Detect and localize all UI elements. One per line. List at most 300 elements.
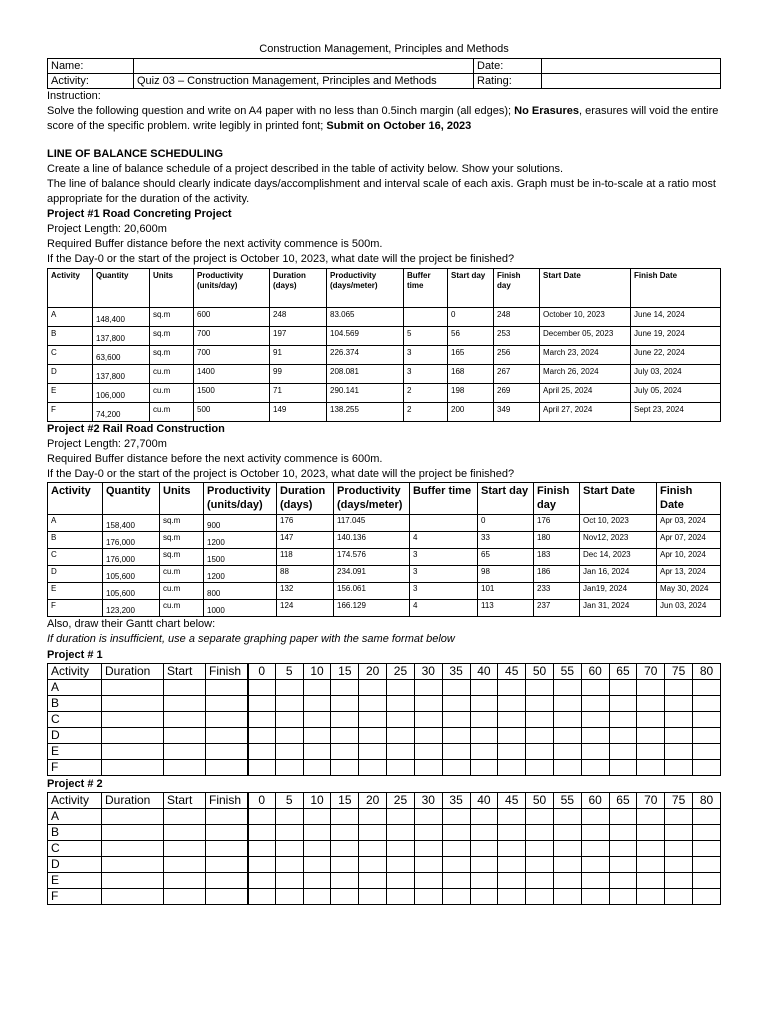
gantt-cell <box>414 873 442 889</box>
gantt-cell <box>442 857 470 873</box>
gantt-cell <box>553 809 581 825</box>
project2-buffer: Required Buffer distance before the next activity commence is 600m. <box>47 453 383 465</box>
column-header: Start Date <box>580 483 657 515</box>
gantt-cell <box>331 744 359 760</box>
table-cell: 165 <box>448 346 494 365</box>
gantt-cell <box>470 889 498 905</box>
gantt-row <box>48 825 721 841</box>
gantt-tick: 65 <box>609 664 637 680</box>
column-header: Units <box>150 269 194 308</box>
section-paragraph-1: Create a line of balance schedule of a project described in the table of activity below. Show your solutions. <box>47 163 564 175</box>
gantt-cell <box>498 841 526 857</box>
table-cell: 132 <box>277 583 334 600</box>
project2-length: Project Length: 27,700m <box>47 438 167 450</box>
gantt1-table <box>47 663 721 776</box>
gantt-activity-label: E <box>48 873 102 889</box>
gantt-cell <box>414 760 442 776</box>
gantt-cell <box>164 696 206 712</box>
table-cell: Jun 03, 2024 <box>657 600 721 617</box>
table-cell: 113 <box>478 600 534 617</box>
gantt-cell <box>331 825 359 841</box>
gantt-tick: 0 <box>248 664 276 680</box>
table-cell: 105,600 <box>103 566 160 583</box>
project1-buffer: Required Buffer distance before the next activity commence is 500m. <box>47 238 383 250</box>
table-cell: 208.081 <box>327 365 404 384</box>
gantt-cell <box>581 728 609 744</box>
column-header: Finish day <box>494 269 540 308</box>
table-cell: 0 <box>448 308 494 327</box>
gantt-row <box>48 889 721 905</box>
gantt-cell <box>442 873 470 889</box>
gantt-cell <box>470 825 498 841</box>
project1-question: If the Day-0 or the start of the project is October 10, 2023, what date will the project be finished? <box>47 253 515 265</box>
gantt-tick: 80 <box>693 793 721 809</box>
gantt-cell <box>526 841 554 857</box>
table-cell: June 14, 2024 <box>631 308 721 327</box>
gantt-cell <box>442 809 470 825</box>
table-cell: 349 <box>494 403 540 422</box>
gantt-cell <box>164 841 206 857</box>
gantt-cell <box>275 712 303 728</box>
table-cell: 168 <box>448 365 494 384</box>
gantt-tick: 20 <box>359 664 387 680</box>
gantt-cell <box>206 841 248 857</box>
table-cell: 149 <box>270 403 327 422</box>
activity-label: Activity: <box>48 74 134 89</box>
gantt-cell <box>331 857 359 873</box>
gantt-cell <box>470 728 498 744</box>
table-cell: Jan 31, 2024 <box>580 600 657 617</box>
gantt-tick: 40 <box>470 793 498 809</box>
gantt-cell <box>359 680 387 696</box>
gantt-header: Duration <box>102 664 164 680</box>
gantt-cell <box>387 712 415 728</box>
table-cell: 0 <box>478 515 534 532</box>
gantt2-title: Project # 2 <box>47 778 103 790</box>
table-cell: 166.129 <box>334 600 410 617</box>
gantt-cell <box>359 873 387 889</box>
section-paragraph-2: The line of balance should clearly indicate days/accomplishment and interval scale of each axis. Graph must be in-to-scale at a ratio most appropriate for the duration of the activity. <box>47 178 716 205</box>
project1-activity-table <box>47 268 721 422</box>
gantt-cell <box>442 696 470 712</box>
name-label: Name: <box>48 59 134 74</box>
gantt-cell <box>665 728 693 744</box>
gantt-cell <box>102 889 164 905</box>
gantt-cell <box>164 889 206 905</box>
column-header: Productivity (days/meter) <box>327 269 404 308</box>
gantt-cell <box>414 680 442 696</box>
table-cell: F <box>48 600 103 617</box>
gantt-cell <box>665 744 693 760</box>
gantt-cell <box>102 841 164 857</box>
table-cell: 269 <box>494 384 540 403</box>
column-header: Productivity (days/meter) <box>334 483 410 515</box>
table-cell: F <box>48 403 93 422</box>
table-cell: 137,800 <box>93 327 150 346</box>
gantt-cell <box>637 889 665 905</box>
gantt-cell <box>206 712 248 728</box>
table-row <box>48 583 721 600</box>
gantt-cell <box>206 825 248 841</box>
gantt-cell <box>442 825 470 841</box>
table-cell: 106,000 <box>93 384 150 403</box>
gantt-cell <box>553 825 581 841</box>
table-cell: cu.m <box>150 365 194 384</box>
gantt-cell <box>248 889 276 905</box>
table-cell: 253 <box>494 327 540 346</box>
gantt-cell <box>637 680 665 696</box>
table-cell: 137,800 <box>93 365 150 384</box>
table-cell: sq.m <box>160 549 204 566</box>
gantt-cell <box>470 809 498 825</box>
instruction-text <box>47 104 721 134</box>
table-cell: 180 <box>534 532 580 549</box>
table-cell: Apr 13, 2024 <box>657 566 721 583</box>
gantt-tick: 40 <box>470 664 498 680</box>
gantt-cell <box>609 760 637 776</box>
gantt2-table <box>47 792 721 905</box>
gantt-cell <box>553 744 581 760</box>
table-cell: 1200 <box>204 532 277 549</box>
table-cell: April 25, 2024 <box>540 384 631 403</box>
gantt-tick: 0 <box>248 793 276 809</box>
gantt-cell <box>414 841 442 857</box>
gantt-cell <box>637 712 665 728</box>
gantt-cell <box>303 728 331 744</box>
gantt-intro: Also, draw their Gantt chart below: <box>47 618 216 630</box>
gantt-cell <box>526 696 554 712</box>
gantt-cell <box>359 857 387 873</box>
gantt-cell <box>164 873 206 889</box>
gantt-cell <box>102 809 164 825</box>
gantt-activity-label: E <box>48 744 102 760</box>
table-cell: 105,600 <box>103 583 160 600</box>
gantt-cell <box>553 680 581 696</box>
gantt-cell <box>275 857 303 873</box>
table-row <box>48 384 721 403</box>
gantt-tick: 35 <box>442 664 470 680</box>
gantt-cell <box>359 825 387 841</box>
gantt-cell <box>248 680 276 696</box>
gantt-tick: 75 <box>665 664 693 680</box>
gantt-cell <box>248 809 276 825</box>
gantt-cell <box>665 680 693 696</box>
gantt-cell <box>164 728 206 744</box>
gantt-cell <box>331 696 359 712</box>
gantt-header: Start <box>164 793 206 809</box>
table-cell: 1500 <box>204 549 277 566</box>
gantt-cell <box>470 680 498 696</box>
table-cell: 256 <box>494 346 540 365</box>
gantt-activity-label: D <box>48 728 102 744</box>
table-cell: 74,200 <box>93 403 150 422</box>
table-cell: June 22, 2024 <box>631 346 721 365</box>
gantt-cell <box>498 825 526 841</box>
gantt-cell <box>303 712 331 728</box>
column-header: Start Date <box>540 269 631 308</box>
gantt-cell <box>609 841 637 857</box>
table-cell: 2 <box>404 403 448 422</box>
table-cell: 83.065 <box>327 308 404 327</box>
table-cell: 3 <box>410 566 478 583</box>
table-cell: cu.m <box>160 583 204 600</box>
gantt-cell <box>414 809 442 825</box>
table-cell: July 03, 2024 <box>631 365 721 384</box>
table-cell: sq.m <box>150 327 194 346</box>
gantt-cell <box>275 809 303 825</box>
gantt-cell <box>442 841 470 857</box>
gantt-header: Finish <box>206 793 248 809</box>
gantt-cell <box>637 728 665 744</box>
document-page <box>47 42 721 905</box>
table-cell: 88 <box>277 566 334 583</box>
gantt-cell <box>102 712 164 728</box>
gantt-cell <box>609 825 637 841</box>
gantt-cell <box>359 760 387 776</box>
table-cell: October 10, 2023 <box>540 308 631 327</box>
gantt-cell <box>526 680 554 696</box>
gantt-cell <box>553 873 581 889</box>
gantt-tick: 70 <box>637 793 665 809</box>
gantt-cell <box>303 857 331 873</box>
gantt-cell <box>693 809 721 825</box>
gantt-cell <box>665 841 693 857</box>
column-header: Activity <box>48 483 103 515</box>
table-cell: 290.141 <box>327 384 404 403</box>
table-cell: 233 <box>534 583 580 600</box>
gantt-cell <box>102 744 164 760</box>
name-field <box>134 59 474 74</box>
table-cell: B <box>48 327 93 346</box>
gantt-cell <box>387 760 415 776</box>
table-row <box>48 532 721 549</box>
table-row <box>48 327 721 346</box>
column-header: Quantity <box>93 269 150 308</box>
table-cell: 123,200 <box>103 600 160 617</box>
gantt-header: Duration <box>102 793 164 809</box>
table-cell: A <box>48 308 93 327</box>
table-cell: D <box>48 566 103 583</box>
gantt-cell <box>526 760 554 776</box>
gantt-cell <box>303 680 331 696</box>
gantt-cell <box>637 825 665 841</box>
gantt-tick: 20 <box>359 793 387 809</box>
gantt-cell <box>248 712 276 728</box>
table-cell: 63,600 <box>93 346 150 365</box>
project2-activity-table <box>47 482 721 617</box>
gantt-cell <box>498 873 526 889</box>
project2-question: If the Day-0 or the start of the project is October 10, 2023, what date will the project be finished? <box>47 468 515 480</box>
gantt-cell <box>359 889 387 905</box>
gantt-row <box>48 760 721 776</box>
gantt-cell <box>414 825 442 841</box>
table-row <box>48 308 721 327</box>
gantt-cell <box>359 809 387 825</box>
gantt-tick: 30 <box>414 793 442 809</box>
instruction-no-erasures: No Erasures <box>514 105 579 117</box>
gantt-cell <box>637 696 665 712</box>
gantt-activity-label: B <box>48 696 102 712</box>
table-cell: B <box>48 532 103 549</box>
gantt1-title: Project # 1 <box>47 649 103 661</box>
gantt-activity-label: D <box>48 857 102 873</box>
gantt-row <box>48 809 721 825</box>
table-cell: July 05, 2024 <box>631 384 721 403</box>
table-row <box>48 515 721 532</box>
column-header: Quantity <box>103 483 160 515</box>
table-cell: 183 <box>534 549 580 566</box>
gantt-cell <box>387 889 415 905</box>
table-row <box>48 403 721 422</box>
section-title: LINE OF BALANCE SCHEDULING <box>47 148 223 160</box>
table-cell: 156.061 <box>334 583 410 600</box>
gantt-tick: 10 <box>303 793 331 809</box>
column-header: Activity <box>48 269 93 308</box>
gantt-cell <box>498 744 526 760</box>
gantt-cell <box>693 696 721 712</box>
gantt-cell <box>581 680 609 696</box>
gantt-cell <box>526 873 554 889</box>
gantt-cell <box>387 825 415 841</box>
table-row <box>48 600 721 617</box>
table-cell: Jan19, 2024 <box>580 583 657 600</box>
column-header: Finish day <box>534 483 580 515</box>
table-cell: March 26, 2024 <box>540 365 631 384</box>
table-cell: April 27, 2024 <box>540 403 631 422</box>
gantt-cell <box>331 809 359 825</box>
gantt-cell <box>248 857 276 873</box>
gantt-activity-label: F <box>48 889 102 905</box>
gantt-row <box>48 680 721 696</box>
column-header: Productivity (units/day) <box>204 483 277 515</box>
gantt-cell <box>553 760 581 776</box>
table-cell: 99 <box>270 365 327 384</box>
gantt-cell <box>414 889 442 905</box>
table-cell: 71 <box>270 384 327 403</box>
gantt-cell <box>470 760 498 776</box>
gantt-cell <box>303 841 331 857</box>
gantt-cell <box>275 873 303 889</box>
gantt-cell <box>275 680 303 696</box>
gantt-cell <box>359 728 387 744</box>
gantt-cell <box>609 857 637 873</box>
gantt-cell <box>526 857 554 873</box>
gantt-cell <box>693 728 721 744</box>
gantt-cell <box>164 825 206 841</box>
gantt-activity-label: F <box>48 760 102 776</box>
gantt-cell <box>693 760 721 776</box>
gantt-cell <box>206 744 248 760</box>
gantt-cell <box>498 728 526 744</box>
gantt-row <box>48 728 721 744</box>
gantt-note: If duration is insufficient, use a separate graphing paper with the same format below <box>47 633 455 645</box>
table-cell: Nov12, 2023 <box>580 532 657 549</box>
gantt-cell <box>102 680 164 696</box>
gantt-activity-label: C <box>48 841 102 857</box>
gantt-cell <box>414 728 442 744</box>
table-cell: 56 <box>448 327 494 346</box>
gantt-cell <box>442 760 470 776</box>
table-cell: 4 <box>410 600 478 617</box>
table-cell: 174.576 <box>334 549 410 566</box>
gantt-cell <box>526 712 554 728</box>
table-cell: Dec 14, 2023 <box>580 549 657 566</box>
gantt-cell <box>206 696 248 712</box>
gantt-cell <box>526 825 554 841</box>
gantt-cell <box>303 760 331 776</box>
gantt-cell <box>665 712 693 728</box>
gantt-cell <box>206 728 248 744</box>
table-row <box>48 549 721 566</box>
gantt-cell <box>637 760 665 776</box>
gantt-cell <box>637 841 665 857</box>
table-cell: 176,000 <box>103 532 160 549</box>
gantt-cell <box>164 857 206 873</box>
gantt-tick: 5 <box>275 793 303 809</box>
table-cell: 148,400 <box>93 308 150 327</box>
gantt-cell <box>526 809 554 825</box>
gantt-cell <box>275 696 303 712</box>
gantt-activity-label: C <box>48 712 102 728</box>
table-cell: C <box>48 549 103 566</box>
table-cell: 2 <box>404 384 448 403</box>
gantt-cell <box>665 760 693 776</box>
gantt-tick: 65 <box>609 793 637 809</box>
gantt-cell <box>102 857 164 873</box>
gantt-tick: 25 <box>387 664 415 680</box>
gantt-cell <box>248 841 276 857</box>
gantt-cell <box>498 809 526 825</box>
gantt-cell <box>693 889 721 905</box>
gantt-tick: 70 <box>637 664 665 680</box>
gantt-row <box>48 744 721 760</box>
project2-title: Project #2 Rail Road Construction <box>47 423 225 435</box>
column-header: Finish Date <box>657 483 721 515</box>
table-cell: 124 <box>277 600 334 617</box>
gantt-cell <box>609 873 637 889</box>
gantt-cell <box>206 809 248 825</box>
rating-label: Rating: <box>474 74 542 89</box>
instruction-label: Instruction: <box>47 90 101 102</box>
gantt-cell <box>331 680 359 696</box>
table-cell: 3 <box>404 346 448 365</box>
gantt-activity-label: B <box>48 825 102 841</box>
table-cell <box>410 515 478 532</box>
table-cell: 234.091 <box>334 566 410 583</box>
gantt-tick: 10 <box>303 664 331 680</box>
gantt-cell <box>248 760 276 776</box>
gantt-cell <box>581 760 609 776</box>
gantt-cell <box>387 744 415 760</box>
table-cell: 900 <box>204 515 277 532</box>
gantt-cell <box>609 712 637 728</box>
gantt-cell <box>275 825 303 841</box>
gantt-cell <box>609 696 637 712</box>
table-cell: 237 <box>534 600 580 617</box>
table-cell: D <box>48 365 93 384</box>
gantt-cell <box>102 760 164 776</box>
project1-length: Project Length: 20,600m <box>47 223 167 235</box>
gantt-tick: 75 <box>665 793 693 809</box>
gantt-tick: 60 <box>581 664 609 680</box>
gantt-cell <box>206 889 248 905</box>
gantt-cell <box>442 712 470 728</box>
table-cell: 118 <box>277 549 334 566</box>
gantt-cell <box>442 744 470 760</box>
table-cell: 186 <box>534 566 580 583</box>
table-row <box>48 566 721 583</box>
gantt-cell <box>248 728 276 744</box>
